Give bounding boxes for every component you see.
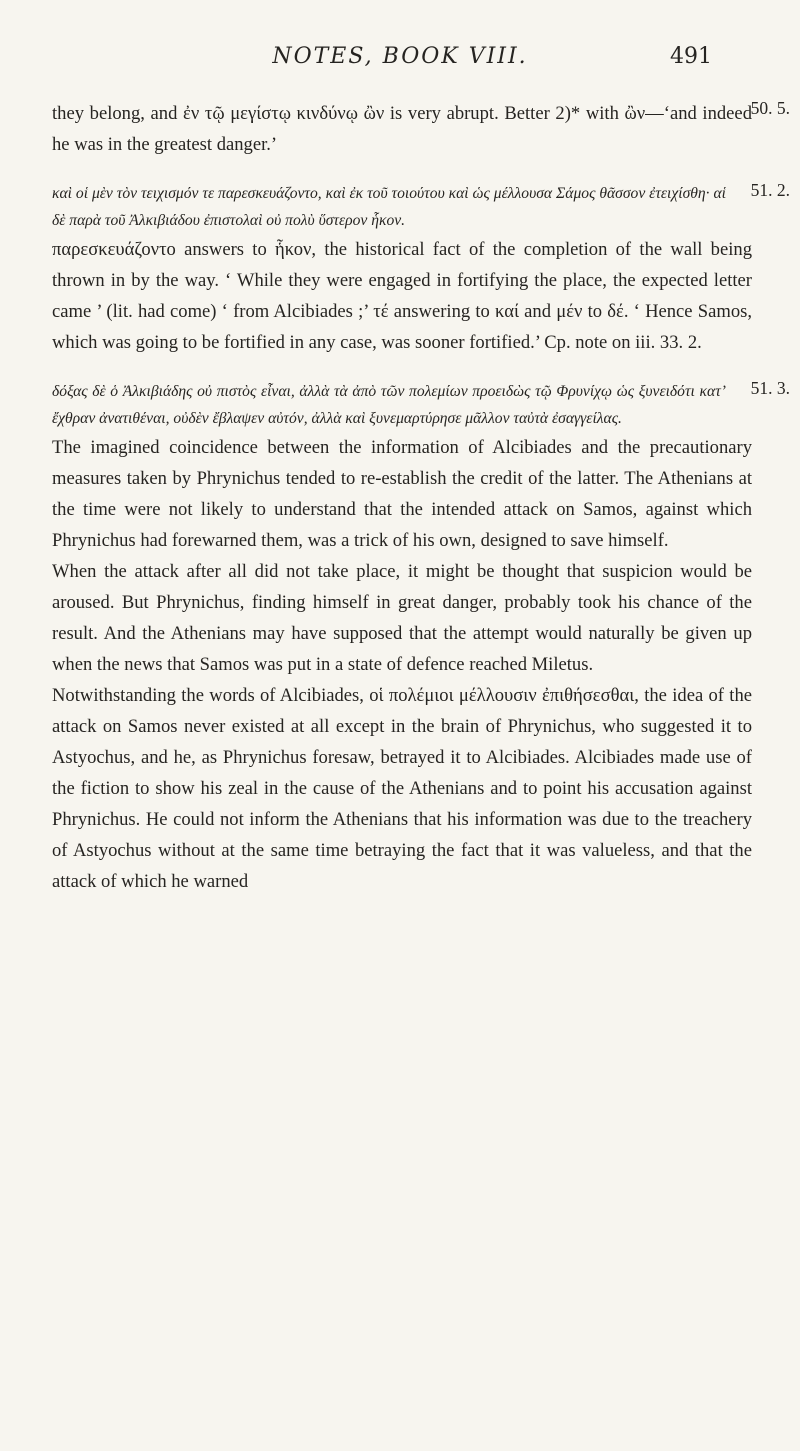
greek-lemma-51-3 — [52, 378, 790, 432]
note-block-50-5 — [52, 98, 790, 160]
page-body — [52, 98, 790, 897]
page-number: 491 — [670, 44, 712, 69]
greek-lemma-51-2 — [52, 180, 790, 234]
note-text: they belong, and ἐν τῷ μεγίστῳ κινδύνῳ ὢν is very abrupt. Better 2)* with ὢν—‘and indeed he was in the greatest danger.’ — [52, 103, 752, 155]
note-paragraph: παρεσκευάζοντο answers to ἧκον, the historical fact of the completion of the wall being thrown in by the way. ‘ While they were engaged in fortifying the place, the expected letter came ’ (lit. had come) ‘ from Alcibiades ;’ τέ answering to καί and μέν to δέ. ‘ Hence Samos, which was going to be fortified in any case, was sooner fortified.’ Cp. note on iii. 33. 2. — [52, 239, 752, 353]
greek-lemma: δόξας δὲ ὁ Ἀλκιβιάδης οὐ πιστὸς εἶναι, ἀλλὰ τὰ ἀπὸ τῶν πολεμίων προειδὼς τῷ Φρυνίχῳ ὡς ξυνειδότι κατ’ ἔχθραν ἀνατιθέναι, οὐδὲν ἔβλαψεν αὐτόν, ἀλλὰ καὶ ξυνεμαρτύρησε μᾶλλον ταὐτὰ ἐσαγγείλας. — [52, 383, 726, 427]
note-paragraph: The imagined coincidence between the information of Alcibiades and the precautionary measures taken by Phrynichus tended to re-establish the credit of the latter. The Athenians at the time were not likely to understand that the intended attack on Samos, against which Phrynichus had forewarned them, was a trick of his own, designed to save himself. — [52, 437, 752, 551]
note-paragraph: Notwithstanding the words of Alcibiades, οἱ πολέμιοι μέλλουσιν ἐπιθήσεσθαι, the idea of the attack on Samos never existed at all except in the brain of Phrynichus, who suggested it to Astyochus, and he, as Phrynichus foresaw, betrayed it to Alcibiades. Alcibiades made use of the fiction to show his zeal in the cause of the Athenians and to point his accusation against Phrynichus. He could not inform the Athenians that his information was due to the treachery of Astyochus without at the same time betraying the fact that it was valueless, and that the attack of which he warned — [52, 685, 752, 892]
note-paragraph: When the attack after all did not take place, it might be thought that suspicion would be aroused. But Phrynichus, finding himself in great danger, probably took his chance of the result. And the Athenians may have supposed that the attempt would naturally be given up when the news that Samos was put in a state of defence reached Miletus. — [52, 561, 752, 675]
page-header — [0, 44, 800, 84]
chapter-reference: 50. 5. — [750, 98, 790, 118]
chapter-reference: 51. 2. — [750, 180, 790, 200]
greek-lemma: καὶ οἱ μὲν τὸν τειχισμόν τε παρεσκευάζοντο, καὶ ἐκ τοῦ τοιούτου καὶ ὡς μέλλουσα Σάμος θᾶσσον ἐτειχίσθη· αἱ δὲ παρὰ τοῦ Ἀλκιβιάδου ἐπιστολαὶ οὐ πολὺ ὕστερον ἧκον. — [52, 185, 726, 229]
running-title: NOTES, BOOK VIII. — [272, 44, 528, 69]
chapter-reference: 51. 3. — [750, 378, 790, 398]
